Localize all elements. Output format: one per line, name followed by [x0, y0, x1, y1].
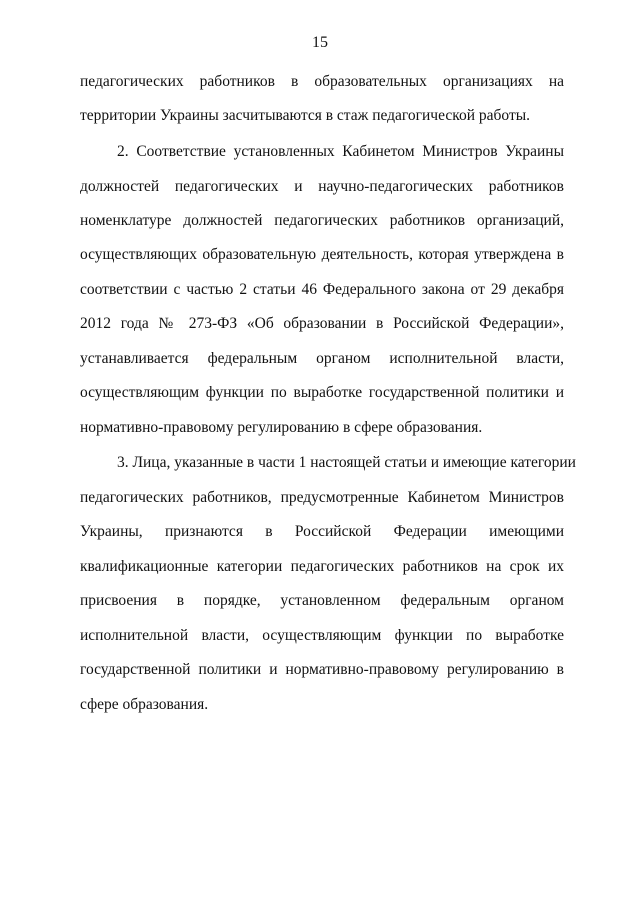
- text-line: устанавливается федеральным органом исполнительной власти,: [80, 350, 564, 367]
- text-line: 2012 года № 273-ФЗ «Об образовании в Российской Федерации»,: [80, 315, 564, 332]
- text-line: территории Украины засчитываются в стаж педагогической работы.: [80, 107, 531, 124]
- text-line: педагогических работников в образовательных организациях на: [80, 73, 564, 90]
- text-line: номенклатуре должностей педагогических работников организаций,: [80, 212, 564, 229]
- text-line: должностей педагогических и научно-педагогических работников: [80, 178, 564, 195]
- page-number: 15: [312, 34, 328, 51]
- text-line: соответствии с частью 2 статьи 46 Федерального закона от 29 декабря: [80, 281, 564, 298]
- text-line: педагогических работников, предусмотренные Кабинетом Министров: [80, 489, 564, 506]
- text-line: Украины, признаются в Российской Федерации имеющими: [80, 523, 564, 540]
- text-line: присвоения в порядке, установленном федеральным органом: [80, 592, 564, 609]
- text-line: осуществляющих образовательную деятельность, которая утверждена в: [80, 246, 564, 263]
- text-line: квалификационные категории педагогических работников на срок их: [80, 558, 564, 575]
- text-line: сфере образования.: [80, 696, 209, 713]
- text-line: нормативно-правовому регулированию в сфере образования.: [80, 419, 483, 436]
- paragraph-3-start: 3. Лица, указанные в части 1 настоящей статьи и имеющие категории: [117, 454, 576, 471]
- text-line: исполнительной власти, осуществляющим функции по выработке: [80, 627, 564, 644]
- text-line: осуществляющим функции по выработке государственной политики и: [80, 384, 564, 401]
- paragraph-2-start: 2. Соответствие установленных Кабинетом Министров Украины: [117, 143, 564, 160]
- text-line: государственной политики и нормативно-правовому регулированию в: [80, 661, 564, 678]
